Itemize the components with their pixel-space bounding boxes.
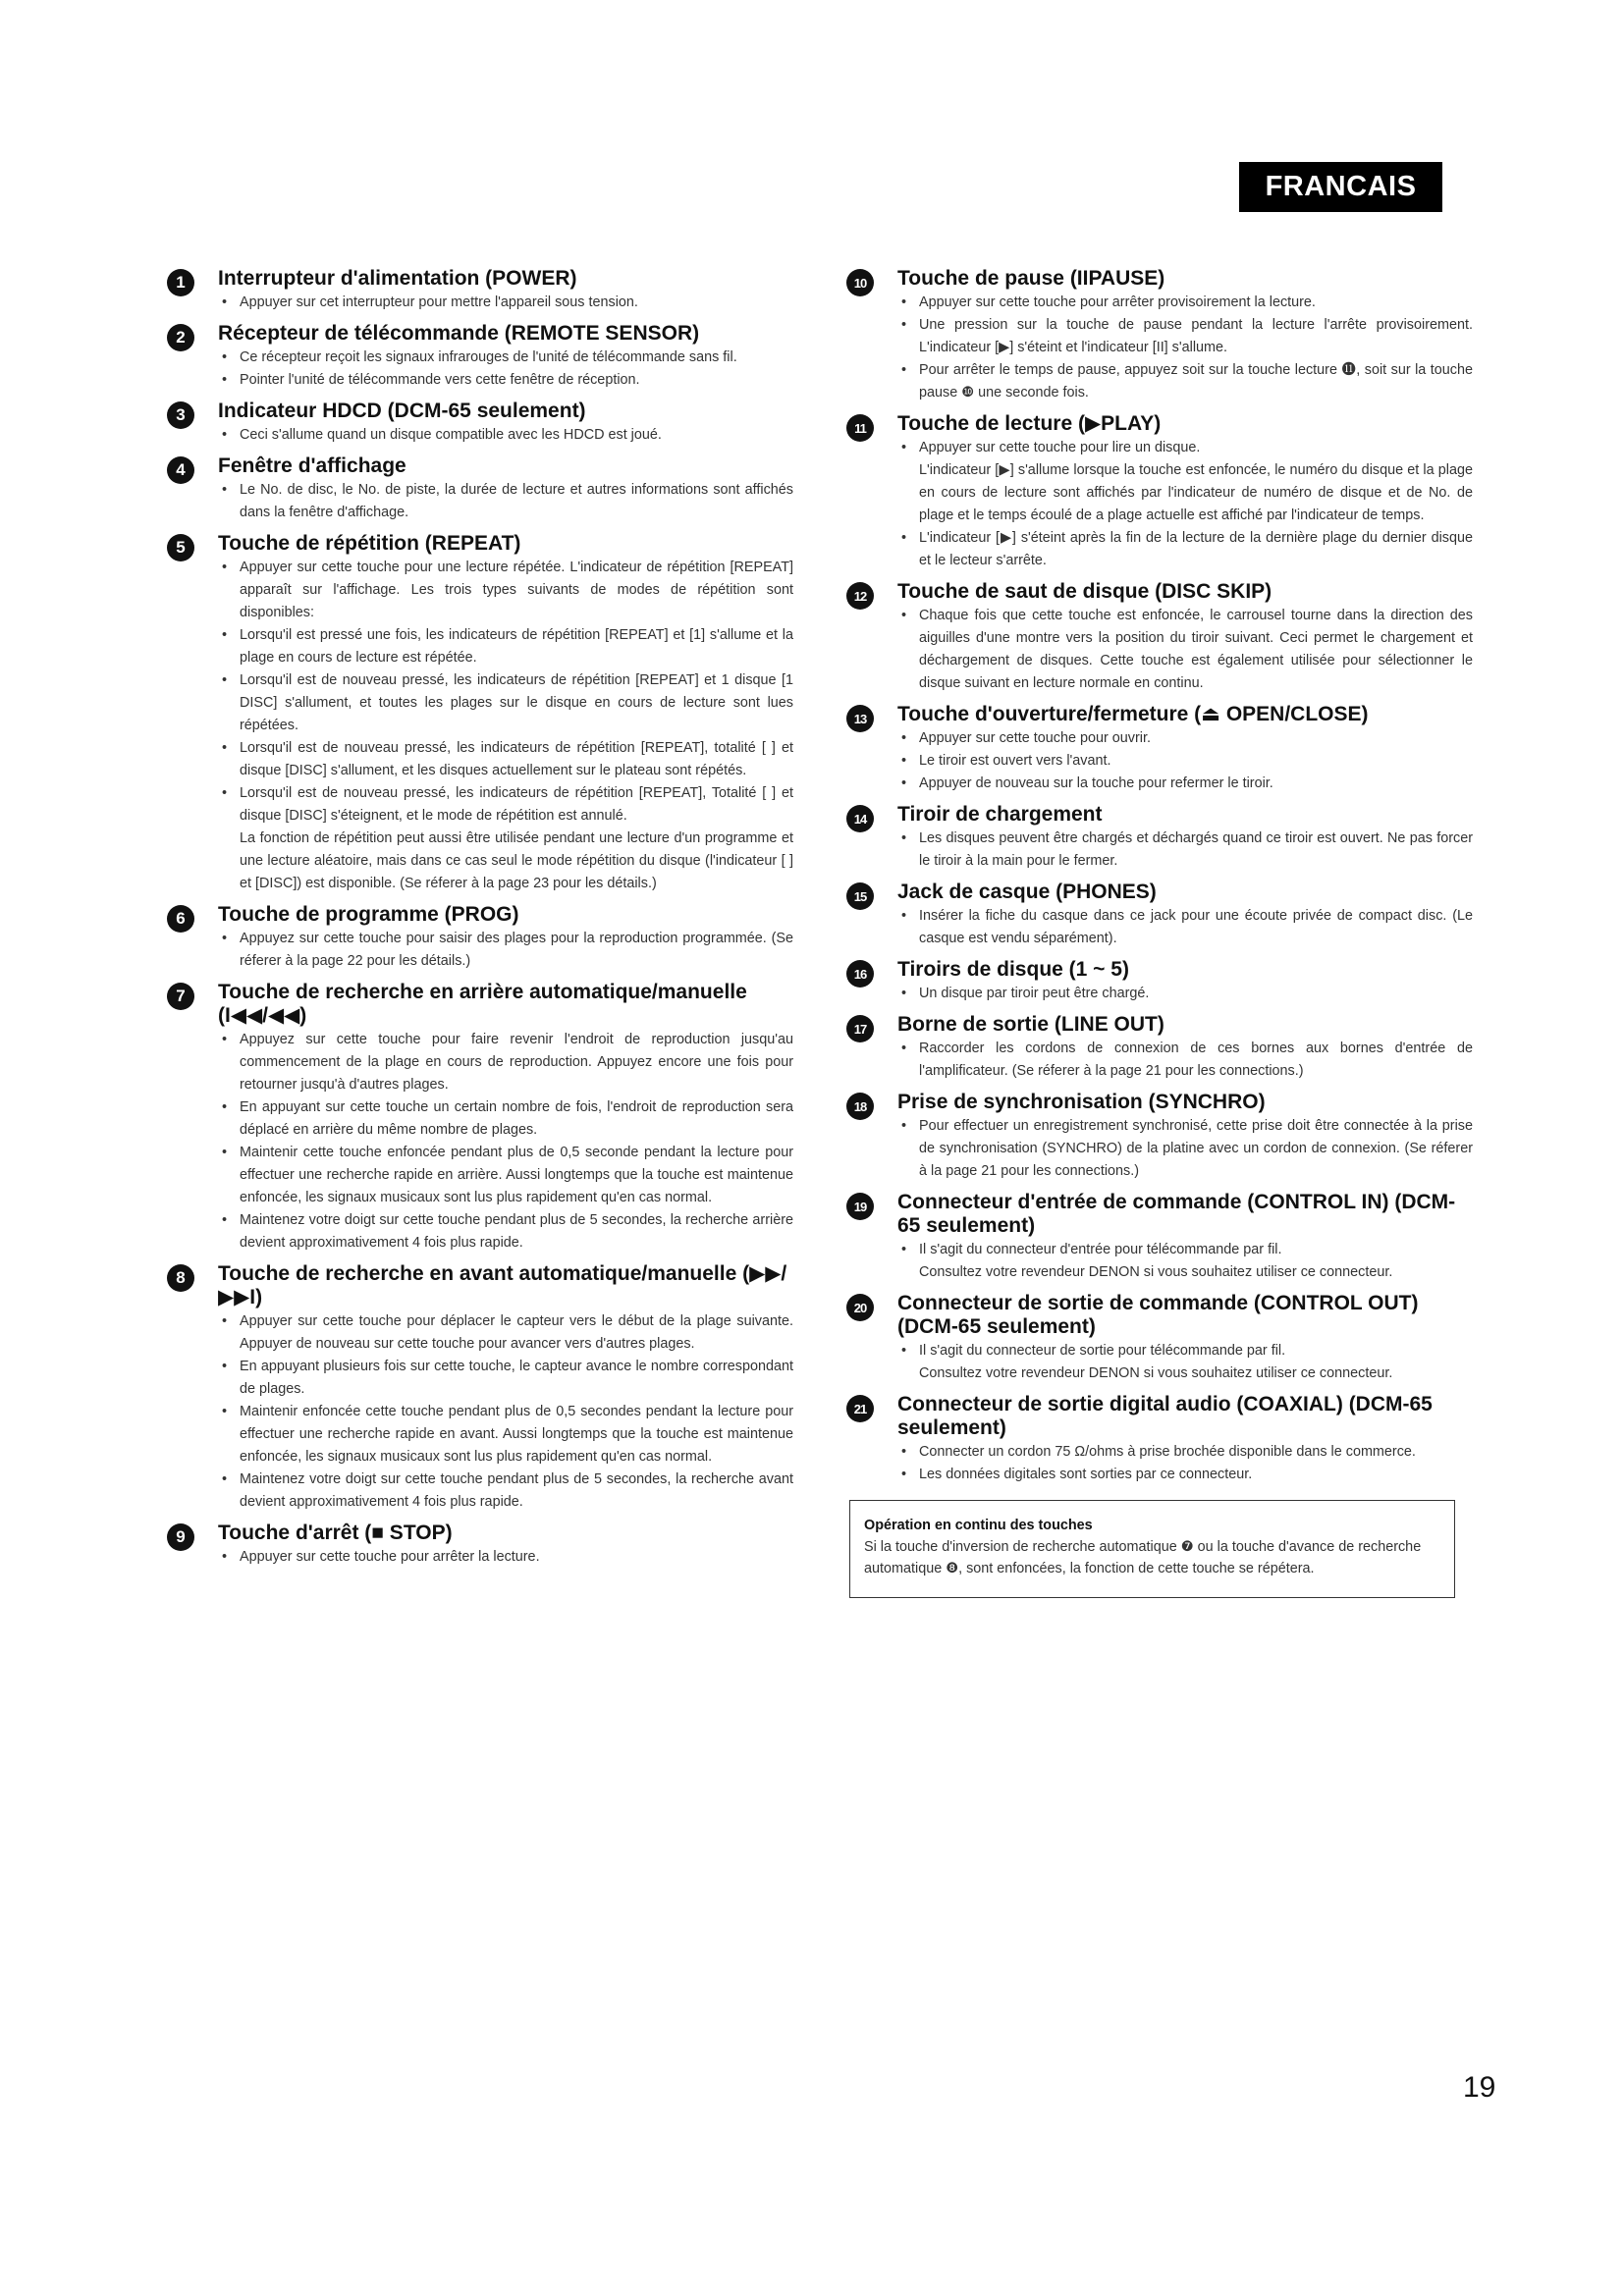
item-number-badge: 16 bbox=[846, 960, 874, 988]
bullet-list bbox=[218, 557, 793, 828]
section-item bbox=[844, 267, 1473, 404]
bullet-item: • En appuyant sur cette touche un certain nombre de fois, l'endroit de reproduction sera déplacé en arrière du même nombre de plages. bbox=[218, 1096, 793, 1142]
bullet-item: • Insérer la fiche du casque dans ce jack pour une écoute privée de compact disc. (Le casque est vendu séparément). bbox=[897, 905, 1473, 950]
section-heading: Connecteur de sortie de commande (CONTROL OUT) (DCM-65 seulement) bbox=[897, 1292, 1419, 1338]
bullet-list bbox=[897, 828, 1473, 873]
bullet-item: • Il s'agit du connecteur d'entrée pour télécommande par fil. bbox=[897, 1239, 1473, 1261]
bullet-list bbox=[897, 1239, 1473, 1261]
bullet-item: • Une pression sur la touche de pause pendant la lecture l'arrête provisoirement. L'indicateur [▶] s'éteint et l'indicateur [II] s'allume. bbox=[897, 314, 1473, 359]
item-number-badge: 21 bbox=[846, 1395, 874, 1422]
item-number-badge: 5 bbox=[167, 534, 194, 561]
section-item bbox=[165, 400, 793, 447]
item-number-badge: 17 bbox=[846, 1015, 874, 1042]
section-heading: Touche de recherche en arrière automatique/manuelle (I◀◀/◀◀) bbox=[218, 981, 747, 1027]
note-text: Si la touche d'inversion de recherche automatique ❼ ou la touche d'avance de recherche automatique ❽, sont enfoncées, la fonction de cette touche se répétera. bbox=[864, 1539, 1422, 1576]
section-item bbox=[844, 1091, 1473, 1183]
bullet-item: • Appuyer sur cette touche pour arrêter la lecture. bbox=[218, 1546, 793, 1569]
section-item bbox=[165, 1262, 793, 1514]
continuation-text: La fonction de répétition peut aussi être utilisée pendant une lecture d'un programme et une lecture aléatoire, mais dans ce cas seul le mode répétition du disque (l'indicateur [ ] et [DISC]) est disponible. (Se réferer à la page 23 pour les détails.) bbox=[240, 830, 793, 891]
section-item bbox=[844, 1292, 1473, 1385]
bullet-item: • Lorsqu'il est pressé une fois, les indicateurs de répétition [REPEAT] et [1] s'allume et la plage en cours de lecture est répétée. bbox=[218, 624, 793, 669]
section-item bbox=[844, 803, 1473, 873]
section-item bbox=[165, 322, 793, 392]
bullet-item: • Le No. de disc, le No. de piste, la durée de lecture et autres informations sont affichés dans la fenêtre d'affichage. bbox=[218, 479, 793, 524]
section-heading: Interrupteur d'alimentation (POWER) bbox=[218, 267, 577, 290]
item-number-badge: 2 bbox=[167, 324, 194, 351]
item-number-badge: 18 bbox=[846, 1093, 874, 1120]
section-heading: Touche d'arrêt (■ STOP) bbox=[218, 1522, 453, 1544]
bullet-list bbox=[897, 605, 1473, 695]
section-item bbox=[165, 532, 793, 895]
bullet-list bbox=[897, 1441, 1473, 1486]
section-heading: Jack de casque (PHONES) bbox=[897, 881, 1157, 903]
section-heading: Touche de recherche en avant automatique/manuelle (▶▶/▶▶I) bbox=[218, 1262, 787, 1308]
section-item bbox=[844, 1191, 1473, 1284]
bullet-item: • Appuyer sur cet interrupteur pour mettre l'appareil sous tension. bbox=[218, 292, 793, 314]
item-number-badge: 20 bbox=[846, 1294, 874, 1321]
section-heading: Borne de sortie (LINE OUT) bbox=[897, 1013, 1164, 1036]
left-column bbox=[165, 267, 793, 1576]
section-item bbox=[844, 1393, 1473, 1486]
section-heading: Touche de répétition (REPEAT) bbox=[218, 532, 521, 555]
section-heading: Touche de saut de disque (DISC SKIP) bbox=[897, 580, 1272, 603]
item-number-badge: 13 bbox=[846, 705, 874, 732]
language-tab: FRANCAIS bbox=[1239, 162, 1442, 212]
bullet-item: • Chaque fois que cette touche est enfoncée, le carrousel tourne dans la direction des aiguilles d'une montre vers la position du tiroir suivant. Ceci permet le chargement et déchargement de disques. Cette touche est également utilisée pour sélectionner le disque suivant en lecture normale en continu. bbox=[897, 605, 1473, 695]
bullet-item: • En appuyant plusieurs fois sur cette touche, le capteur avance le nombre correspondant de plages. bbox=[218, 1356, 793, 1401]
continuation-text: L'indicateur [▶] s'allume lorsque la touche est enfoncée, le numéro du disque et la plage en cours de lecture sont affichés par l'indicateur de numéro de disque et de No. de plage et le temps écoulé de a plage actuelle est affiché par l'indicateur de temps. bbox=[919, 462, 1473, 523]
bullet-item: • Un disque par tiroir peut être chargé. bbox=[897, 983, 1473, 1005]
bullet-item: • Le tiroir est ouvert vers l'avant. bbox=[897, 750, 1473, 773]
section-heading: Touche d'ouverture/fermeture (⏏ OPEN/CLOSE) bbox=[897, 703, 1369, 725]
section-heading: Récepteur de télécommande (REMOTE SENSOR) bbox=[218, 322, 700, 345]
page-number: 19 bbox=[1463, 2071, 1496, 2104]
section-heading: Connecteur de sortie digital audio (COAXIAL) (DCM-65 seulement) bbox=[897, 1393, 1433, 1439]
section-item bbox=[844, 958, 1473, 1005]
section-heading: Touche de pause (IIPAUSE) bbox=[897, 267, 1165, 290]
bullet-item: • Lorsqu'il est de nouveau pressé, les indicateurs de répétition [REPEAT] et 1 disque [1 DISC] s'allument, et toutes les plages sur le disque en cours de lecture sont lues répétées. bbox=[218, 669, 793, 737]
bullet-item: • Lorsqu'il est de nouveau pressé, les indicateurs de répétition [REPEAT], totalité [ ] et disque [DISC] s'allument, et les disques actuellement sur le plateau sont répétés. bbox=[218, 737, 793, 782]
note-box bbox=[849, 1500, 1455, 1598]
bullet-list bbox=[218, 928, 793, 973]
section-heading: Indicateur HDCD (DCM-65 seulement) bbox=[218, 400, 586, 422]
item-number-badge: 15 bbox=[846, 882, 874, 910]
bullet-item: • L'indicateur [▶] s'éteint après la fin de la lecture de la dernière plage du dernier disque et le lecteur s'arrête. bbox=[897, 527, 1473, 572]
continuation-text: Consultez votre revendeur DENON si vous souhaitez utiliser ce connecteur. bbox=[919, 1264, 1393, 1280]
section-item bbox=[165, 981, 793, 1255]
bullet-list bbox=[897, 1038, 1473, 1083]
bullet-list bbox=[897, 1115, 1473, 1183]
item-number-badge: 7 bbox=[167, 983, 194, 1010]
section-heading: Touche de programme (PROG) bbox=[218, 903, 519, 926]
bullet-item: • Pour effectuer un enregistrement synchronisé, cette prise doit être connectée à la prise de synchronisation (SYNCHRO) de la platine avec un cordon de connexion. (Se réferer à la page 21 pour les connections.) bbox=[897, 1115, 1473, 1183]
bullet-item: • Appuyer sur cette touche pour déplacer le capteur vers le début de la plage suivante. Appuyer de nouveau sur cette touche pour avancer vers d'autres plages. bbox=[218, 1310, 793, 1356]
continuation-text: Consultez votre revendeur DENON si vous souhaitez utiliser ce connecteur. bbox=[919, 1365, 1393, 1381]
bullet-list bbox=[218, 479, 793, 524]
section-item bbox=[844, 703, 1473, 795]
bullet-list bbox=[897, 983, 1473, 1005]
bullet-item: • Appuyer sur cette touche pour lire un disque. bbox=[897, 437, 1473, 459]
bullet-list bbox=[218, 292, 793, 314]
bullet-item: • Maintenir cette touche enfoncée pendant plus de 0,5 seconde pendant la lecture pour effectuer une recherche rapide en arrière. Aussi longtemps que la touche est maintenue enfoncée, les signaux musicaux sont lus plus rapidement qu'en cas normal. bbox=[218, 1142, 793, 1209]
bullet-item: • Raccorder les cordons de connexion de ces bornes aux bornes d'entrée de l'amplificateur. (Se réferer à la page 21 pour les connections.) bbox=[897, 1038, 1473, 1083]
item-number-badge: 1 bbox=[167, 269, 194, 296]
bullet-list bbox=[218, 1310, 793, 1514]
bullet-list bbox=[218, 424, 793, 447]
bullet-list bbox=[218, 1029, 793, 1255]
bullet-list bbox=[897, 1340, 1473, 1362]
bullet-item: • Appuyez sur cette touche pour saisir des plages pour la reproduction programmée. (Se réferer à la page 22 pour les détails.) bbox=[218, 928, 793, 973]
bullet-item: • Ceci s'allume quand un disque compatible avec les HDCD est joué. bbox=[218, 424, 793, 447]
item-number-badge: 12 bbox=[846, 582, 874, 610]
bullet-item: • Appuyer sur cette touche pour ouvrir. bbox=[897, 727, 1473, 750]
section-item bbox=[844, 881, 1473, 950]
bullet-list bbox=[897, 527, 1473, 572]
section-item bbox=[165, 454, 793, 524]
section-heading: Prise de synchronisation (SYNCHRO) bbox=[897, 1091, 1266, 1113]
right-column bbox=[844, 267, 1473, 1598]
bullet-list bbox=[897, 905, 1473, 950]
bullet-item: • Maintenir enfoncée cette touche pendant plus de 0,5 secondes pendant la lecture pour effectuer une recherche rapide en avant. Aussi longtemps que la touche est maintenue enfoncée, les signaux musicaux sont lus plus rapidement qu'en cas normal. bbox=[218, 1401, 793, 1468]
bullet-list bbox=[218, 1546, 793, 1569]
item-number-badge: 11 bbox=[846, 414, 874, 442]
section-item bbox=[165, 903, 793, 973]
bullet-item: • Appuyez sur cette touche pour faire revenir l'endroit de reproduction jusqu'au commencement de la plage en cours de reproduction. Appuyez encore une fois pour retourner jusqu'à d'autres plages. bbox=[218, 1029, 793, 1096]
bullet-item: • Les données digitales sont sorties par ce connecteur. bbox=[897, 1464, 1473, 1486]
item-number-badge: 14 bbox=[846, 805, 874, 832]
bullet-list bbox=[897, 437, 1473, 459]
bullet-list bbox=[218, 347, 793, 392]
item-number-badge: 6 bbox=[167, 905, 194, 933]
item-number-badge: 3 bbox=[167, 401, 194, 429]
bullet-item: • Pointer l'unité de télécommande vers cette fenêtre de réception. bbox=[218, 369, 793, 392]
bullet-item: • Les disques peuvent être chargés et déchargés quand ce tiroir est ouvert. Ne pas forcer le tiroir à la main pour le fermer. bbox=[897, 828, 1473, 873]
bullet-item: • Maintenez votre doigt sur cette touche pendant plus de 5 secondes, la recherche arrière devient approximativement 4 fois plus rapide. bbox=[218, 1209, 793, 1255]
item-number-badge: 19 bbox=[846, 1193, 874, 1220]
section-item bbox=[844, 580, 1473, 695]
bullet-list bbox=[897, 727, 1473, 795]
section-heading: Touche de lecture (▶PLAY) bbox=[897, 412, 1162, 435]
item-number-badge: 4 bbox=[167, 456, 194, 484]
section-item bbox=[844, 412, 1473, 572]
bullet-item: • Ce récepteur reçoit les signaux infrarouges de l'unité de télécommande sans fil. bbox=[218, 347, 793, 369]
section-item bbox=[844, 1013, 1473, 1083]
item-number-badge: 9 bbox=[167, 1523, 194, 1551]
bullet-item: • Connecter un cordon 75 Ω/ohms à prise brochée disponible dans le commerce. bbox=[897, 1441, 1473, 1464]
bullet-item: • Appuyer de nouveau sur la touche pour refermer le tiroir. bbox=[897, 773, 1473, 795]
bullet-item: • Appuyer sur cette touche pour arrêter provisoirement la lecture. bbox=[897, 292, 1473, 314]
item-number-badge: 8 bbox=[167, 1264, 194, 1292]
bullet-item: • Pour arrêter le temps de pause, appuyez soit sur la touche lecture ⓫, soit sur la touche pause ❿ une seconde fois. bbox=[897, 359, 1473, 404]
section-heading: Tiroir de chargement bbox=[897, 803, 1103, 826]
bullet-list bbox=[897, 292, 1473, 404]
note-title: Opération en continu des touches bbox=[864, 1518, 1093, 1533]
section-heading: Tiroirs de disque (1 ~ 5) bbox=[897, 958, 1129, 981]
bullet-item: • Il s'agit du connecteur de sortie pour télécommande par fil. bbox=[897, 1340, 1473, 1362]
item-number-badge: 10 bbox=[846, 269, 874, 296]
section-item bbox=[165, 267, 793, 314]
bullet-item: • Maintenez votre doigt sur cette touche pendant plus de 5 secondes, la recherche avant devient approximativement 4 fois plus rapide. bbox=[218, 1468, 793, 1514]
section-item bbox=[165, 1522, 793, 1569]
section-heading: Connecteur d'entrée de commande (CONTROL IN) (DCM-65 seulement) bbox=[897, 1191, 1456, 1237]
bullet-item: • Lorsqu'il est de nouveau pressé, les indicateurs de répétition [REPEAT], Totalité [ ] et disque [DISC] s'éteignent, et le mode de répétition est annulé. bbox=[218, 782, 793, 828]
section-heading: Fenêtre d'affichage bbox=[218, 454, 406, 477]
bullet-item: • Appuyer sur cette touche pour une lecture répétée. L'indicateur de répétition [REPEAT] apparaît sur l'affichage. Les trois types suivants de modes de répétition sont disponibles: bbox=[218, 557, 793, 624]
